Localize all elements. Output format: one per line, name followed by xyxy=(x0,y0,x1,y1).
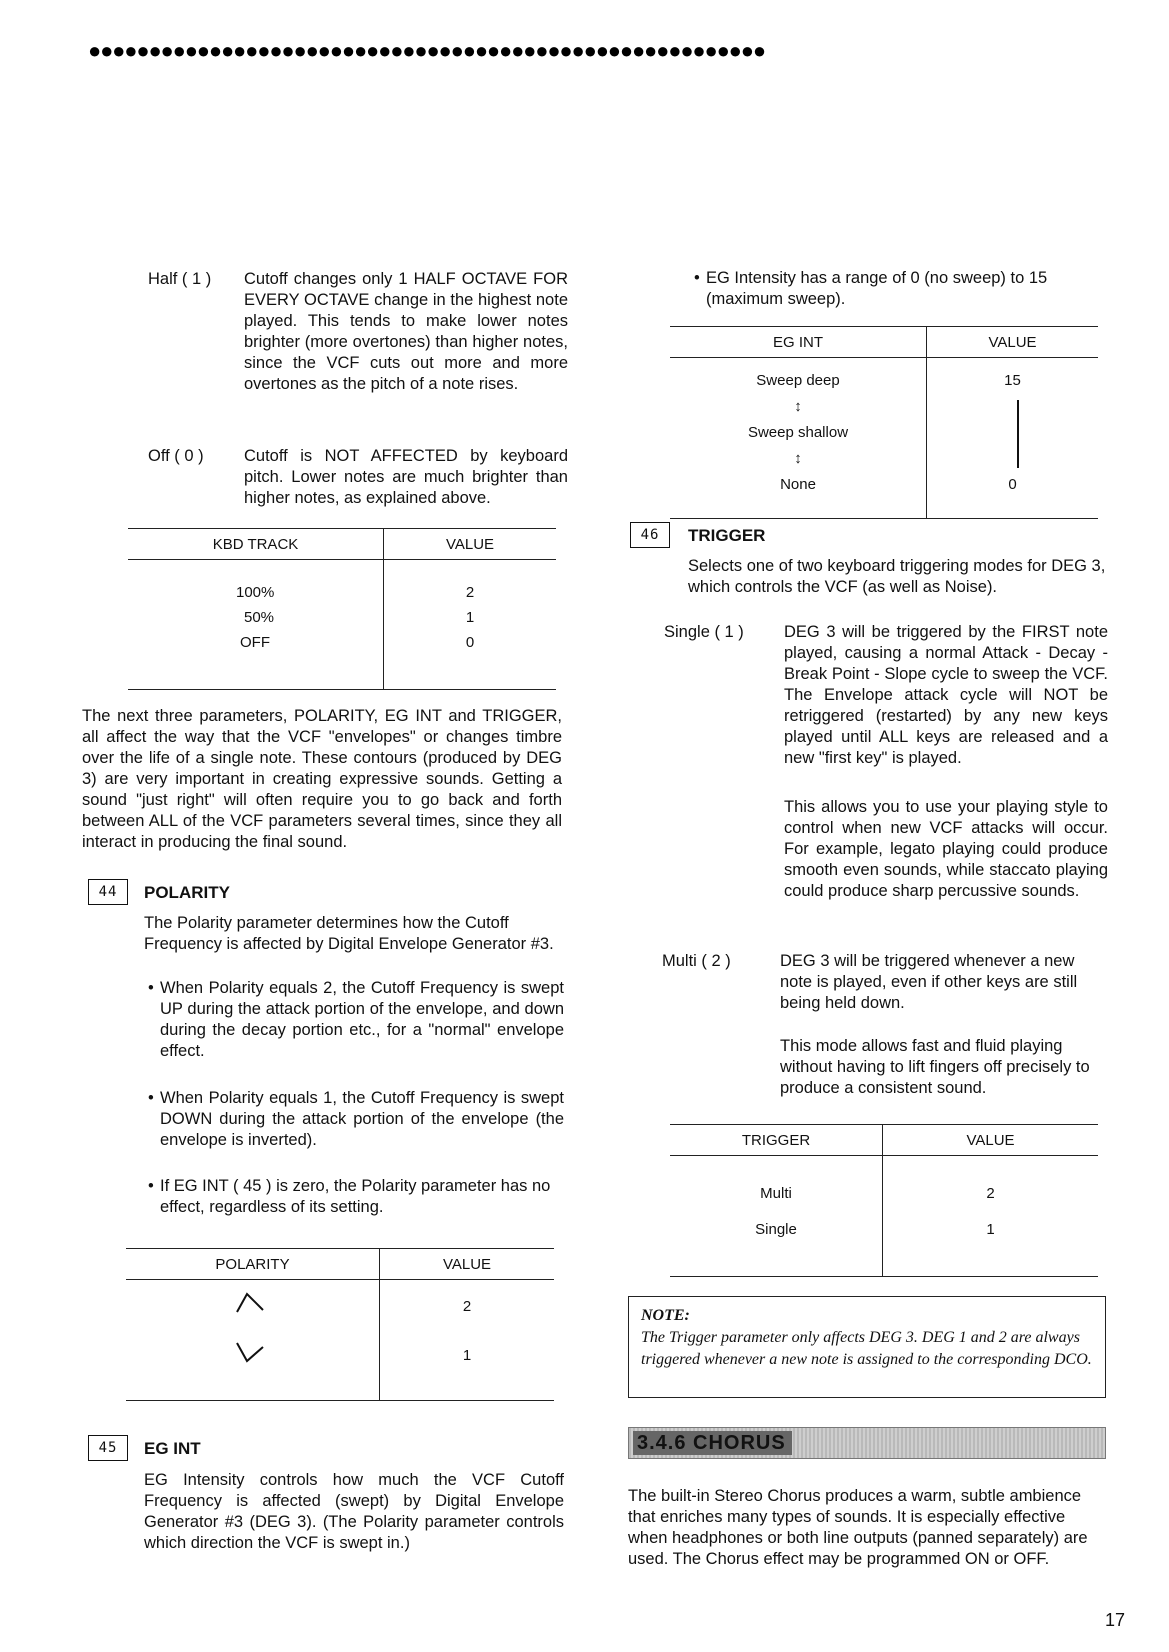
half-label: Half ( 1 ) xyxy=(148,270,212,288)
trigger-value-header: VALUE xyxy=(883,1125,1099,1156)
multi-label: Multi ( 2 ) xyxy=(662,952,731,970)
chorus-heading: 3.4.6 CHORUS xyxy=(633,1431,792,1455)
range-line xyxy=(1017,400,1019,468)
egint-heading: EG INT xyxy=(144,1439,201,1458)
intro-paragraph: The next three parameters, POLARITY, EG INT and TRIGGER, all affect the way that the VCF "envelopes" or changes timbre over the life of a single note. These contours (produced by DEG 3) are very important in creating expressive sounds. Getting a sound "just right" will often require you to go back and forth between ALL of the VCF parameters several times, since they all interact in producing the final sound. xyxy=(82,707,562,851)
table-row xyxy=(128,607,556,632)
kbd-value: 1 xyxy=(465,609,475,626)
off-description: Cutoff is NOT AFFECTED by keyboard pitch. Lower notes are much brighter than higher notes, as explained above. xyxy=(244,447,568,507)
table-row xyxy=(126,1280,554,1333)
trigger-value: 1 xyxy=(986,1220,995,1238)
egint-value-header: VALUE xyxy=(927,327,1099,358)
kbd-value: 2 xyxy=(465,584,475,601)
trigger-cell: Single xyxy=(670,1206,883,1252)
egint-value-column xyxy=(927,358,1099,519)
none-label: None xyxy=(780,476,816,493)
kbd-value: 0 xyxy=(465,634,475,651)
polarity-description: The Polarity parameter determines how the Cutoff Frequency is affected by Digital Envelope Generator #3. xyxy=(144,914,554,953)
egint-value-top: 15 xyxy=(1004,372,1021,389)
polarity-value: 1 xyxy=(462,1346,472,1364)
trigger-table xyxy=(670,1124,1098,1277)
single-description: DEG 3 will be triggered by the FIRST note played, causing a normal Attack - Decay - Break Point - Slope cycle to sweep the VCF. The Envelope attack cycle will NOT be retriggered (restarted) by any new keys played until ALL keys are released and a new "first key" is played. xyxy=(784,623,1108,767)
chorus-section-bar xyxy=(628,1427,1106,1459)
kbd-value-header: VALUE xyxy=(384,529,557,560)
table-row xyxy=(670,1156,1098,1207)
page-number: 17 xyxy=(1104,1610,1125,1630)
kbd-cell: OFF xyxy=(128,632,384,657)
polarity-heading: POLARITY xyxy=(144,883,230,902)
egint-header: EG INT xyxy=(670,327,927,358)
egint-code-display: 45 xyxy=(88,1435,128,1461)
egint-range-bullet: • EG Intensity has a range of 0 (no sweep) to 15 (maximum sweep). xyxy=(706,268,1110,310)
note-text: The Trigger parameter only affects DEG 3. DEG 1 and 2 are always triggered whenever a new note is assigned to the corresponding DCO. xyxy=(641,1329,1092,1368)
note-title: NOTE: xyxy=(641,1307,690,1324)
single-description-2: This allows you to use your playing style to control when new VCF attacks will occur. For example, legato playing could produce smooth even sounds, while staccato playing could produce sharp percussive sounds. xyxy=(784,798,1108,900)
sweep-deep-label: Sweep deep xyxy=(756,372,840,389)
kbd-cell: 50% xyxy=(128,607,384,632)
table-row xyxy=(128,582,556,607)
half-description: Cutoff changes only 1 HALF OCTAVE FOR EVERY OCTAVE change in the highest note played. This tends to make lower notes brighter (more overtones) than higher notes, since the VCF cuts out more and more overtones as the pitch of a note rises. xyxy=(244,270,568,393)
trigger-header: TRIGGER xyxy=(670,1125,883,1156)
trigger-heading: TRIGGER xyxy=(688,526,766,545)
polarity-bullet-egint: • If EG INT ( 45 ) is zero, the Polarity parameter has no effect, regardless of its setting. xyxy=(160,1176,564,1218)
inverted-envelope-icon xyxy=(126,1332,380,1378)
kbd-track-table xyxy=(128,528,556,690)
polarity-value: 2 xyxy=(462,1297,472,1315)
egint-value-bottom: 0 xyxy=(1008,476,1017,493)
header-dot-rule: ●●●●●●●●●●●●●●●●●●●●●●●●●●●●●●●●●●●●●●●●●●●●●●●●●●●●●●●● xyxy=(88,40,765,62)
sweep-shallow-label: Sweep shallow xyxy=(747,424,849,441)
trigger-description: Selects one of two keyboard triggering modes for DEG 3, which controls the VCF (as well as Noise). xyxy=(688,557,1106,596)
table-row xyxy=(128,632,556,657)
polarity-table xyxy=(126,1248,554,1401)
polarity-bullet-up: • When Polarity equals 2, the Cutoff Frequency is swept UP during the attack portion of the envelope, and down during the decay portion etc., for a "normal" envelope effect. xyxy=(160,978,564,1062)
trigger-value: 2 xyxy=(986,1185,995,1202)
normal-envelope-icon xyxy=(126,1280,380,1333)
table-row xyxy=(670,1206,1098,1252)
egint-description: EG Intensity controls how much the VCF Cutoff Frequency is affected (swept) by Digital Envelope Generator #3 (DEG 3). (The Polarity parameter controls which direction the VCF is swept in.) xyxy=(144,1471,564,1552)
egint-sweep-column xyxy=(670,358,927,519)
polarity-bullet-down: • When Polarity equals 1, the Cutoff Frequency is swept DOWN during the attack portion of the envelope (the envelope is inverted). xyxy=(160,1088,564,1151)
multi-description: DEG 3 will be triggered whenever a new note is played, even if other keys are still being held down. xyxy=(780,952,1078,1012)
egint-table xyxy=(670,326,1098,519)
multi-description-2: This mode allows fast and fluid playing without having to lift fingers off precisely to produce a consistent sound. xyxy=(780,1037,1090,1097)
polarity-code-display: 44 xyxy=(88,879,128,905)
up-down-arrow-icon: ↕ xyxy=(794,398,802,415)
kbd-track-header: KBD TRACK xyxy=(128,529,384,560)
table-row xyxy=(126,1332,554,1378)
kbd-cell: 100% xyxy=(128,582,384,607)
chorus-description: The built-in Stereo Chorus produces a warm, subtle ambience that enriches many types of sounds. It is especially effective when headphones or both line outputs (panned separately) are used. The Chorus effect may be programmed ON or OFF. xyxy=(628,1487,1088,1568)
trigger-code-display: 46 xyxy=(630,522,670,548)
up-down-arrow-icon: ↕ xyxy=(794,450,802,467)
off-label: Off ( 0 ) xyxy=(148,447,204,465)
polarity-header: POLARITY xyxy=(126,1249,380,1280)
single-label: Single ( 1 ) xyxy=(664,623,744,641)
polarity-value-header: VALUE xyxy=(380,1249,555,1280)
trigger-cell: Multi xyxy=(670,1156,883,1207)
note-box xyxy=(628,1296,1106,1398)
